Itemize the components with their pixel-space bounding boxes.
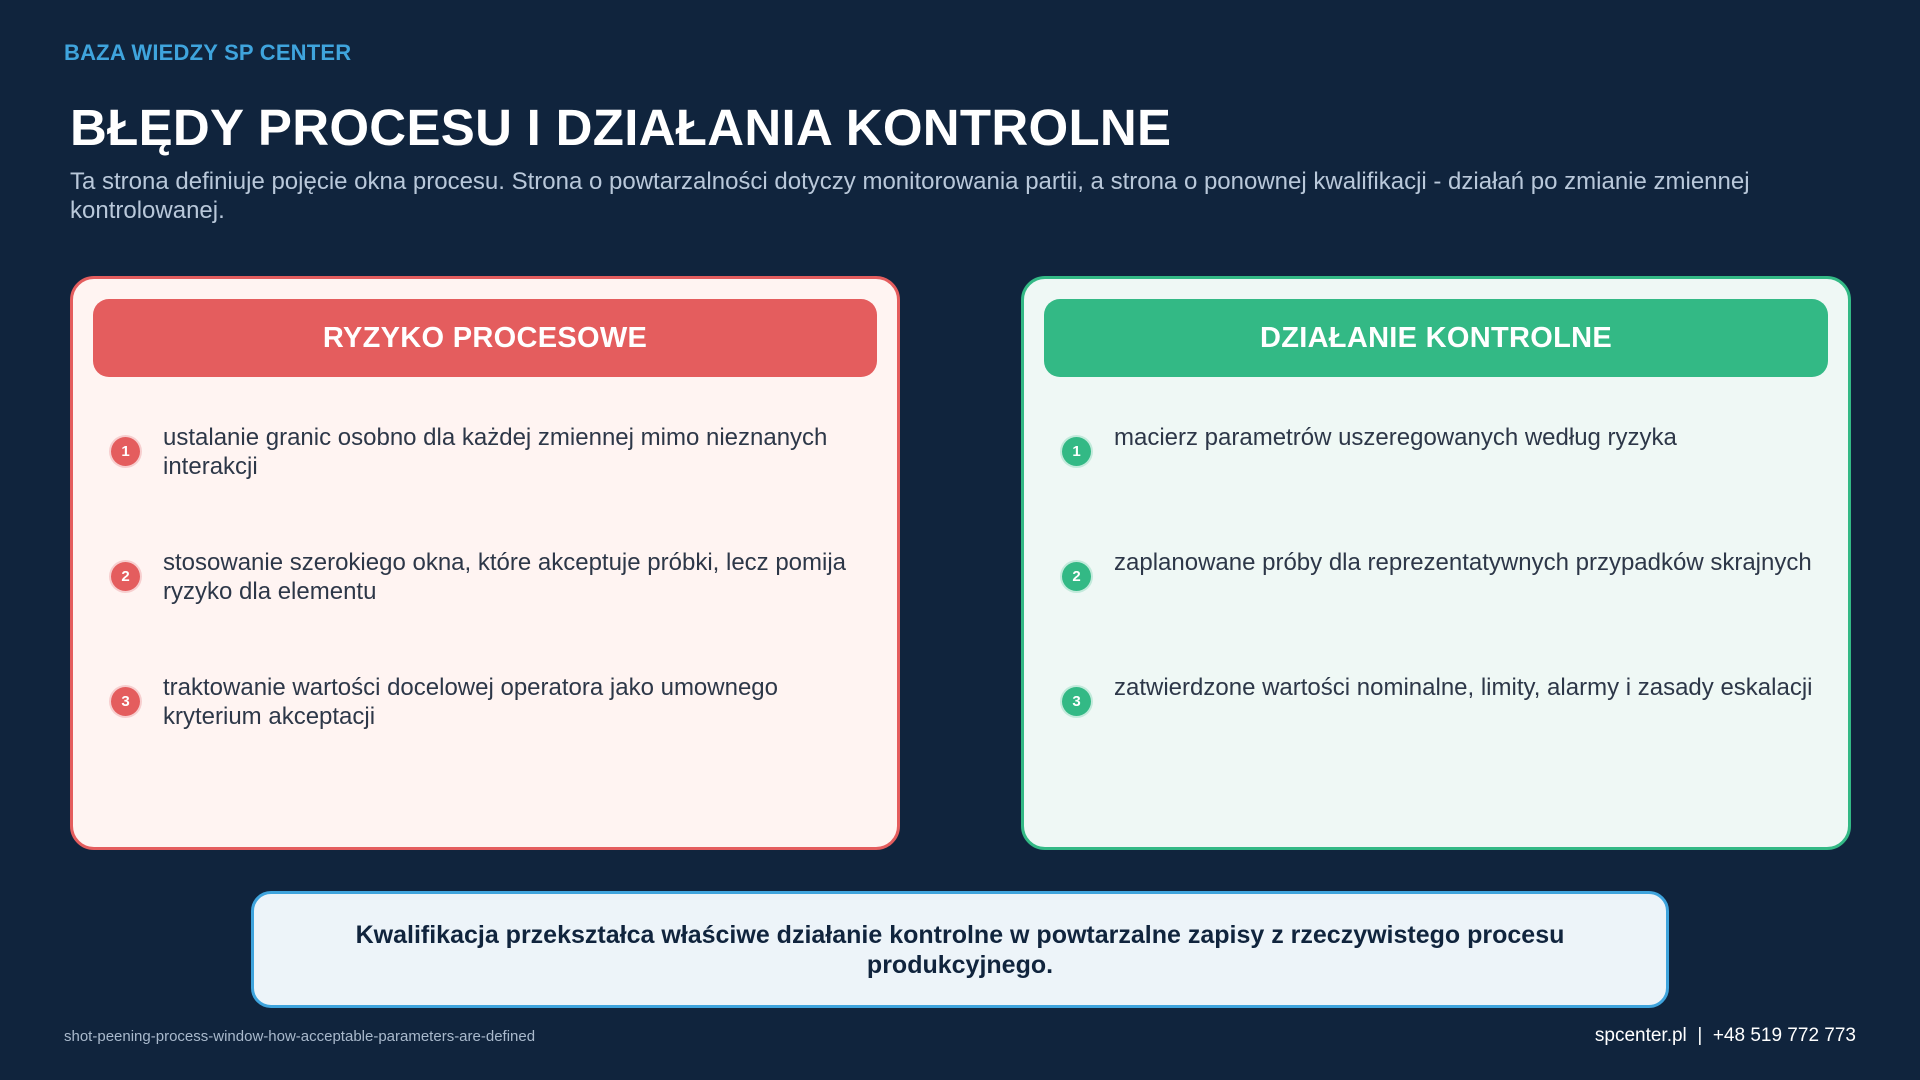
contact-info: spcenter.pl | +48 519 772 773 (1594, 1025, 1856, 1046)
number-badge: 1 (1060, 435, 1093, 468)
control-panel (1021, 276, 1851, 850)
control-item-2 (1060, 548, 1820, 593)
risk-panel-heading: RYZYKO PROCESOWE (93, 299, 877, 377)
risk-item-text: stosowanie szerokiego okna, które akceptuje próbki, lecz pomija ryzyko dla elementu (163, 549, 847, 605)
control-item-text: zatwierdzone wartości nominalne, limity, alarmy i zasady eskalacji (1114, 674, 1813, 701)
control-item-text: zaplanowane próby dla reprezentatywnych przypadków skrajnych (1114, 549, 1812, 576)
control-item-text: macierz parametrów uszeregowanych według ryzyka (1114, 424, 1677, 451)
number-badge: 3 (1060, 685, 1093, 718)
page-slug: shot-peening-process-window-how-acceptable-parameters-are-defined (64, 1028, 536, 1045)
number-badge: 2 (109, 560, 142, 593)
risk-item-3 (109, 673, 869, 731)
page-subtitle: Ta strona definiuje pojęcie okna procesu. Strona o powtarzalności dotyczy monitorowania partii, a strona o ponownej kwalifikacji - działań po zmianie zmiennej kontrolowanej. (70, 168, 1750, 224)
control-item-3 (1060, 673, 1820, 718)
number-badge: 1 (109, 435, 142, 468)
risk-panel (70, 276, 900, 850)
control-item-1 (1060, 423, 1820, 468)
page-title: BŁĘDY PROCESU I DZIAŁANIA KONTROLNE (70, 99, 1172, 156)
risk-item-text: ustalanie granic osobno dla każdej zmiennej mimo nieznanych interakcji (163, 424, 828, 480)
number-badge: 3 (109, 685, 142, 718)
summary-note: Kwalifikacja przekształca właściwe działanie kontrolne w powtarzalne zapisy z rzeczywistego procesu produkcyjnego. (251, 891, 1669, 1008)
number-badge: 2 (1060, 560, 1093, 593)
risk-item-text: traktowanie wartości docelowej operatora jako umownego kryterium akceptacji (163, 674, 778, 730)
brand-label: BAZA WIEDZY SP CENTER (64, 40, 352, 65)
control-panel-heading: DZIAŁANIE KONTROLNE (1044, 299, 1828, 377)
risk-item-1 (109, 423, 869, 481)
risk-item-2 (109, 548, 869, 606)
